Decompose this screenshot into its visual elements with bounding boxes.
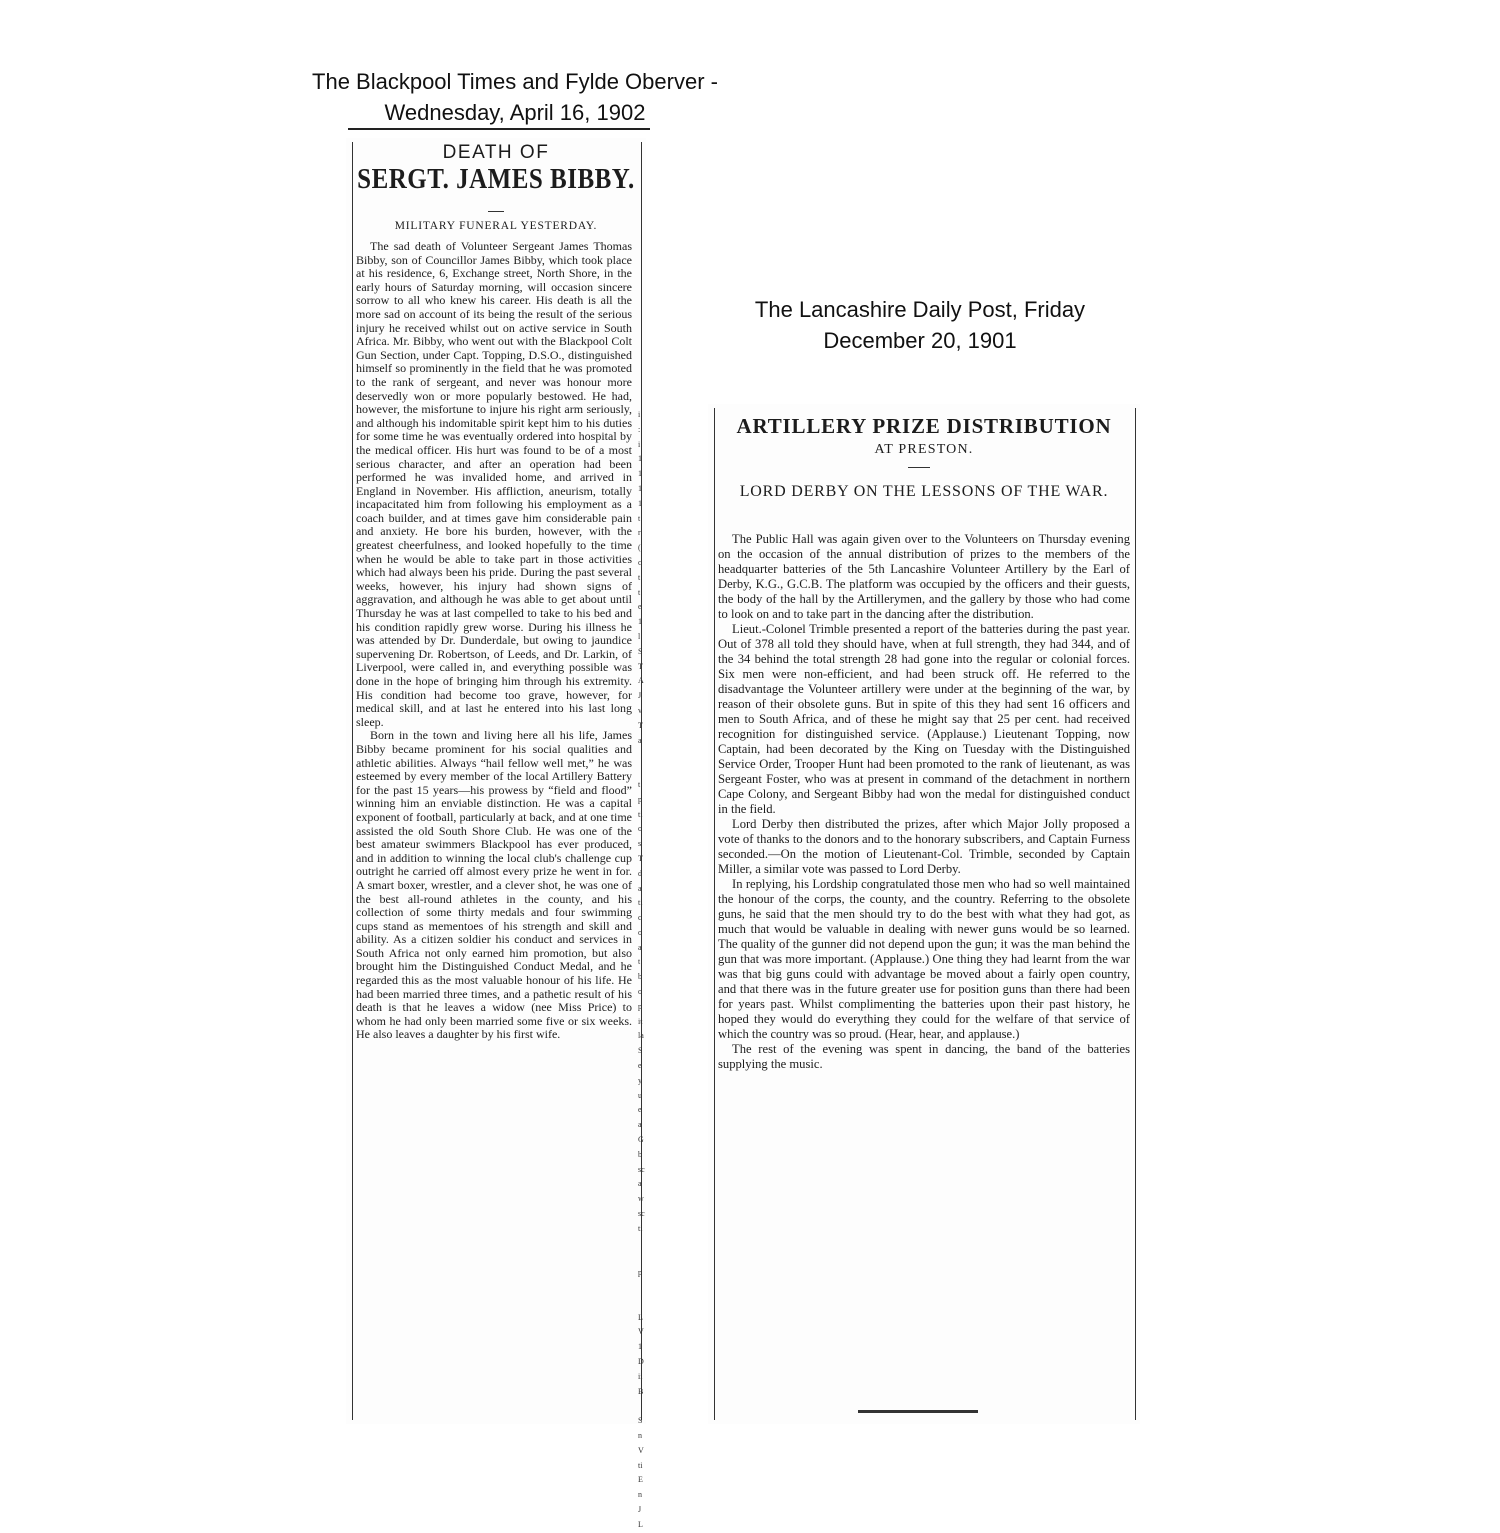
article-paragraph: Born in the town and living here all his life, James Bibby became prominent for his social qualities and athletic abilities. Always “hail fellow well met,” he was esteemed by every member of the local Artillery Battery for the past 15 years—his prowess by “field and flood” winning him an enviable distinction. He was a capital exponent of football, particularly at back, and at one time assisted the old South Shore Club. He was one of the best amateur swimmers Blackpool has ever produced, and in addition to winning the local club's challenge cup outright he carried off almost every prize he went in for. A smart boxer, wrestler, and a clever shot, he was one of the best all-round athletes in the county, and his collection of some thirty medals and four swimming cups stand as mementoes of his strength and skill and ability. As a citizen soldier his conduct and services in South Africa not only earned him promotion, but also brought him the Distinguished Conduct Medal, and he regarded this as the most valuable honour of his life. He had been married three times, and a pathetic result of his death is that he leaves a widow (nee Miss Price) to whom he had only been married some five or six weeks. He also leaves a daughter by his first wife.: [356, 728, 632, 1042]
article-end-rule: [858, 1410, 978, 1413]
headline-top: DEATH OF: [442, 142, 550, 163]
caption-left-line1: The Blackpool Times and Fylde Oberver -: [312, 69, 718, 94]
article-paragraph: The rest of the evening was spent in dancing, the band of the batteries supplying the music.: [718, 1042, 1130, 1071]
subheadline: MILITARY FUNERAL YESTERDAY.: [394, 220, 598, 232]
caption-right-line1: The Lancashire Daily Post, Friday: [754, 297, 1086, 322]
column-rule-right: [1135, 408, 1136, 1420]
headline-sub: AT PRESTON.: [874, 442, 974, 457]
clipping-death-of-sergt-bibby: [346, 138, 646, 1529]
article-body: [356, 240, 632, 1042]
column-rule-left: [714, 408, 715, 1420]
article-paragraph: Lieut.-Colonel Trimble presented a report of the batteries during the past year. Out of 378 all told they should have, when at full strength, they had 344, and of the 34 behind the total strength 28 had gone into the regular or colonial forces. Six men were non-efficient, and had been struck off. He referred to the disadvantage the Volunteer artillery were under at the beginning of the war, by reason of their obsolete guns. But in spite of this they had sent 16 officers and men to South Africa, and of these he might say that 25 per cent. had received recognition for distinguished service. (Applause.) Lieutenant Topping, now Captain, had been decorated by the King on Tuesday with the Distinguished Service Order, Trooper Hunt had been promoted to the rank of lieutenant, as was Sergeant Foster, who was at present in command of the detachment in northern Cape Colony, and Sergeant Bibby had won the medal for distinguished conduct in the field.: [718, 622, 1130, 816]
subheadline: LORD DERBY ON THE LESSONS OF THE WAR.: [739, 483, 1109, 500]
article-paragraph: The Public Hall was again given over to the Volunteers on Thursday evening on the occasion of the annual distribution of prizes to the members of the headquarter batteries of the 5th Lancashire Volunteer Artillery by the Earl of Derby, K.G., G.C.B. The platform was occupied by the officers and their guests, the body of the hall by the Artillerymen, and the gallery by those who had come to look on and to take part in the dancing after the distribution.: [718, 532, 1130, 621]
article-paragraph: In replying, his Lordship congratulated those men who had so well maintained the honour of the corps, the county, and the country. Referring to the obsolete guns, he said that the men should try to do the best with what they had got, as much that would be valuable in dealing with newer guns would be so learned. The quality of the gunner did not depend upon the gun; it was the man behind the gun that was more important. (Applause.) One thing they had learnt from the war was that big guns could with advantage be moved about a fairly open country, and that there was in the future greater use for position guns than there had been for years past. Whilst complimenting the batteries upon their past history, he hoped they would do everything they could for the welfare of that service of which the country was so proud. (Hear, hear, and applause.): [718, 877, 1130, 1041]
article-body: [718, 532, 1130, 1072]
caption-lancashire-daily-post: [700, 294, 1140, 356]
headline-main: SERGT. JAMES BIBBY.: [357, 163, 635, 195]
column-rule-left: [352, 142, 353, 1420]
caption-underline: [348, 128, 650, 130]
caption-right-line2: December 20, 1901: [823, 328, 1017, 353]
adjacent-column-fragments: i : i 1 1 1 1 t r ( c t t e 1 l S T A J v T a t p ti o s T d a ti c o a t b o p it la S e y u e a G b sc a w sc ti p L V 1 D ii B S n V ti E n J L: [638, 410, 645, 1529]
article-paragraph: Lord Derby then distributed the prizes, after which Major Jolly proposed a vote of thanks to the donors and to the honorary subscribers, and Captain Furness seconded.—On the motion of Lieutenant-Col. Trimble, seconded by Captain Miller, a similar vote was passed to Lord Derby.: [718, 817, 1130, 876]
clipping-artillery-prize-distribution: [708, 404, 1140, 1424]
headline-divider: [908, 467, 930, 468]
article-paragraph: The sad death of Volunteer Sergeant James Thomas Bibby, son of Councillor James Bibby, which took place at his residence, 6, Exchange street, North Shore, in the early hours of Saturday morning, will occasion sincere sorrow to all who knew his career. His death is all the more sad on account of its being the result of the serious injury he received whilst out on active service in South Africa. Mr. Bibby, who went out with the Blackpool Colt Gun Section, under Capt. Topping, D.S.O., distinguished himself so prominently in the field that he was promoted to the rank of sergeant, and never was honour more deservedly won or more popularly bestowed. He had, however, the misfortune to injure his right arm seriously, and although his indomitable spirit kept him to his duties for some time he was eventually ordered into hospital by the medical officer. His hurt was found to be of a most serious character, and after an operation had been performed he was invalided home, and arrived in England in November. His affliction, aneurism, totally incapacitated him from following his employment as a coach builder, and at times gave him considerable pain and anxiety. He bore his burden, however, with the greatest cheerfulness, and looked hopefully to the time when he would be able to take part in those activities which had always been his pride. During the past several weeks, however, his injury had shown signs of aggravation, and although he was able to get about until Thursday he was at last compelled to take to his bed and his condition rapidly grew worse. During his illness he was attended by Dr. Dunderdale, but owing to jaundice supervening Dr. Robertson, of Leeds, and Dr. Larkin, of Liverpool, were called in, and everything possible was done in the hope of bringing him through his extremity. His condition had become too grave, however, for medical skill, and at last he entered into his last long sleep.: [356, 239, 632, 729]
headline-divider: [488, 211, 504, 212]
caption-blackpool-times: [265, 66, 765, 128]
caption-left-line2: Wednesday, April 16, 1902: [384, 100, 646, 125]
headline-main: ARTILLERY PRIZE DISTRIBUTION: [736, 414, 1112, 438]
